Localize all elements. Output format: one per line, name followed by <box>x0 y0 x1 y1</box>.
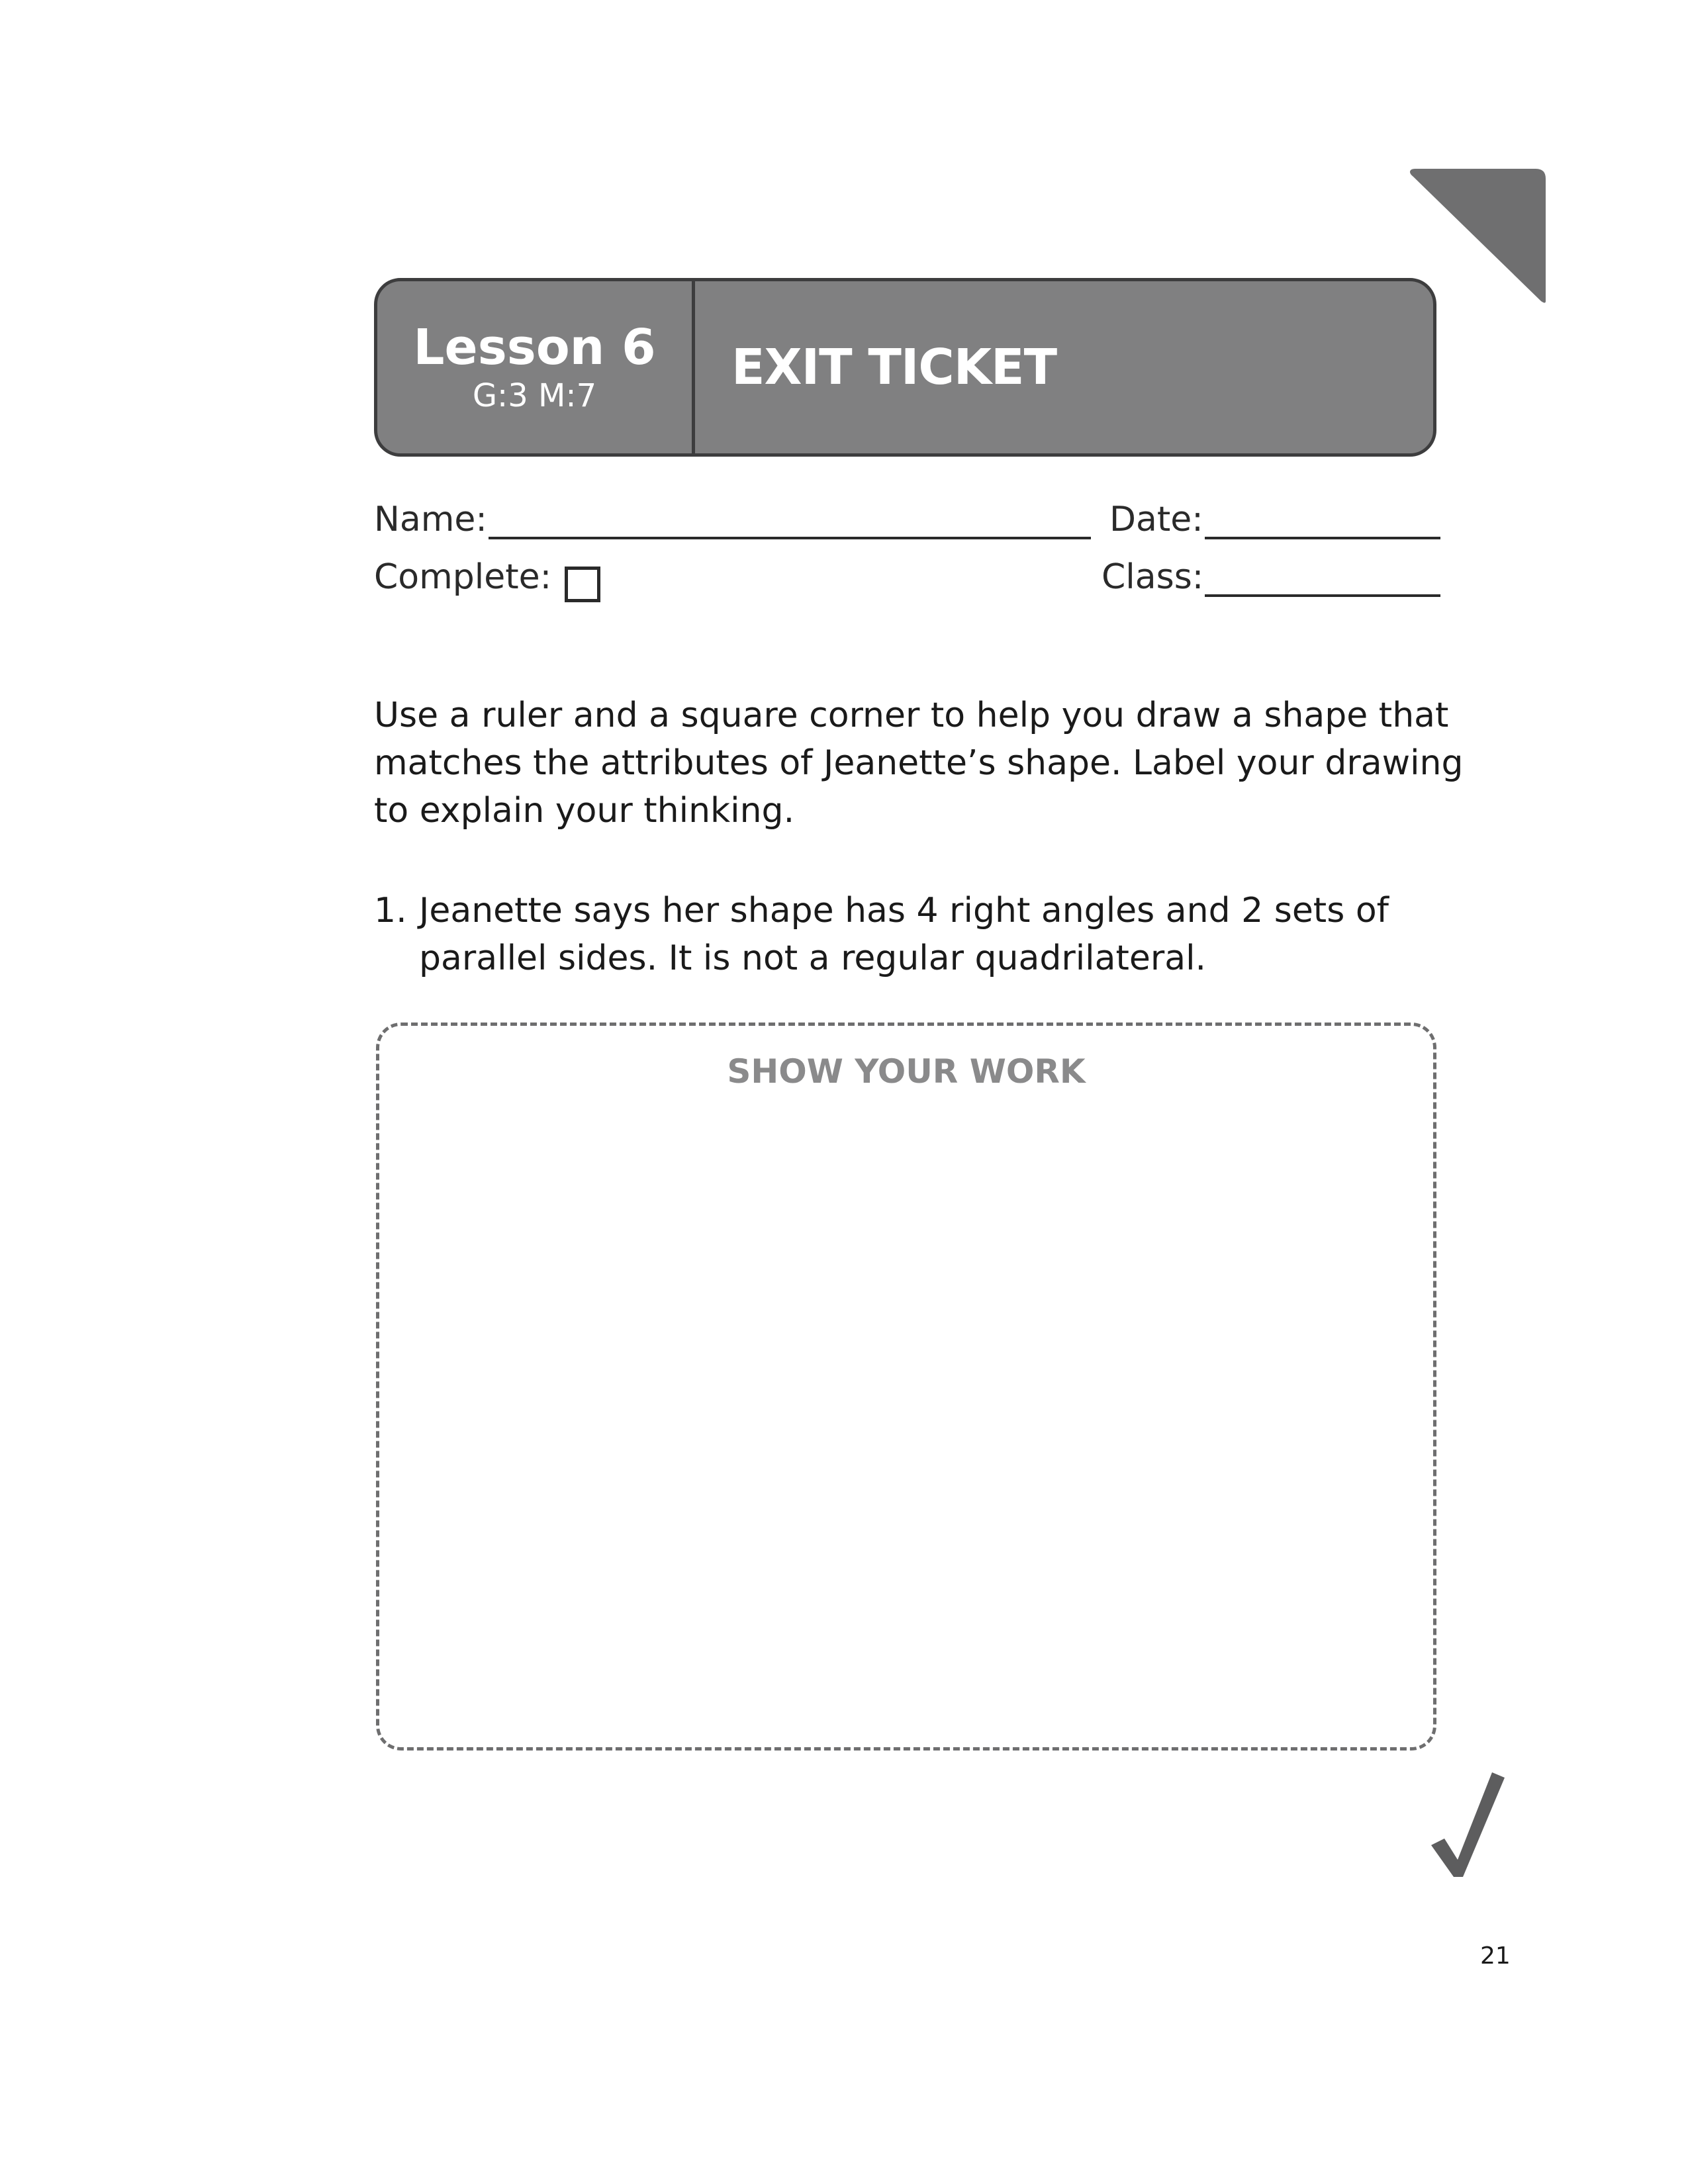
lesson-title: Lesson 6 <box>413 319 656 376</box>
lesson-box <box>377 281 695 453</box>
name-label: Name: <box>374 500 487 539</box>
class-line[interactable] <box>1205 568 1440 597</box>
question-text: Jeanette says her shape has 4 right angles and 2 sets of parallel sides. It is not a regular quadrilateral. <box>419 891 1389 978</box>
complete-label: Complete: <box>374 557 552 597</box>
page-number: 21 <box>1480 1942 1511 1970</box>
lesson-header <box>374 278 1436 457</box>
work-area[interactable] <box>376 1023 1436 1751</box>
ticket-title: EXIT TICKET <box>731 339 1057 396</box>
class-label: Class: <box>1102 557 1204 597</box>
date-field[interactable] <box>1109 500 1440 539</box>
work-area-label: SHOW YOUR WORK <box>727 1052 1086 1091</box>
question-1 <box>374 887 1446 982</box>
question-number: 1. <box>374 891 407 931</box>
complete-field[interactable] <box>374 557 600 597</box>
checkmark-icon <box>1430 1767 1506 1880</box>
name-line[interactable] <box>489 510 1091 539</box>
complete-checkbox[interactable] <box>565 567 600 602</box>
date-label: Date: <box>1109 500 1203 539</box>
name-field[interactable] <box>374 500 1091 539</box>
instructions-text: Use a ruler and a square corner to help you draw a shape that matches the attributes of Jeanette’s shape. Label your drawing to explain your thinking. <box>374 696 1464 831</box>
class-field[interactable] <box>1102 557 1440 597</box>
date-line[interactable] <box>1205 510 1440 539</box>
corner-tab-icon <box>1410 169 1546 304</box>
lesson-code: G:3 M:7 <box>472 377 597 414</box>
